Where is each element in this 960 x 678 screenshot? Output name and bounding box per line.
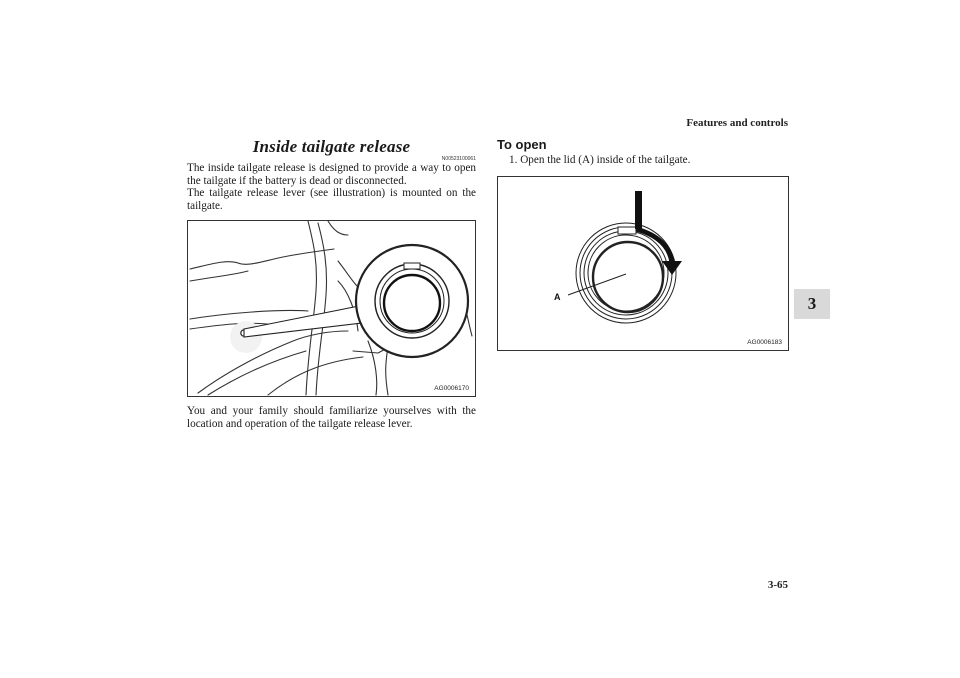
page-header: Features and controls [686, 117, 788, 129]
lever-paragraph: The tailgate release lever (see illustration) is mounted on the tailgate. [187, 187, 476, 212]
section-title: Inside tailgate release [252, 137, 411, 156]
left-column [187, 137, 476, 431]
page-number: 3-65 [767, 579, 788, 591]
figure-code-label: AG0006183 [747, 338, 782, 346]
reference-code: N00523100061 [441, 156, 476, 162]
intro-paragraph: The inside tailgate release is designed to provide a way to open the tailgate if the battery is dead or disconnected. [187, 162, 476, 187]
figure-code-label: AG0006170 [434, 385, 469, 393]
tailgate-release-illustration [187, 220, 476, 397]
step-1: 1. Open the lid (A) inside of the tailgate. [509, 154, 691, 166]
chapter-tab: 3 [794, 289, 830, 319]
right-column [497, 137, 791, 351]
familiarize-paragraph: You and your family should familiarize yourselves with the location and operation of the tailgate release lever. [187, 405, 476, 430]
callout-a: A [554, 291, 561, 302]
tailgate-interior-drawing [188, 221, 475, 396]
lid-drawing [498, 177, 788, 350]
subheading-to-open: To open [497, 137, 547, 152]
tailgate-lid-illustration [497, 176, 789, 351]
